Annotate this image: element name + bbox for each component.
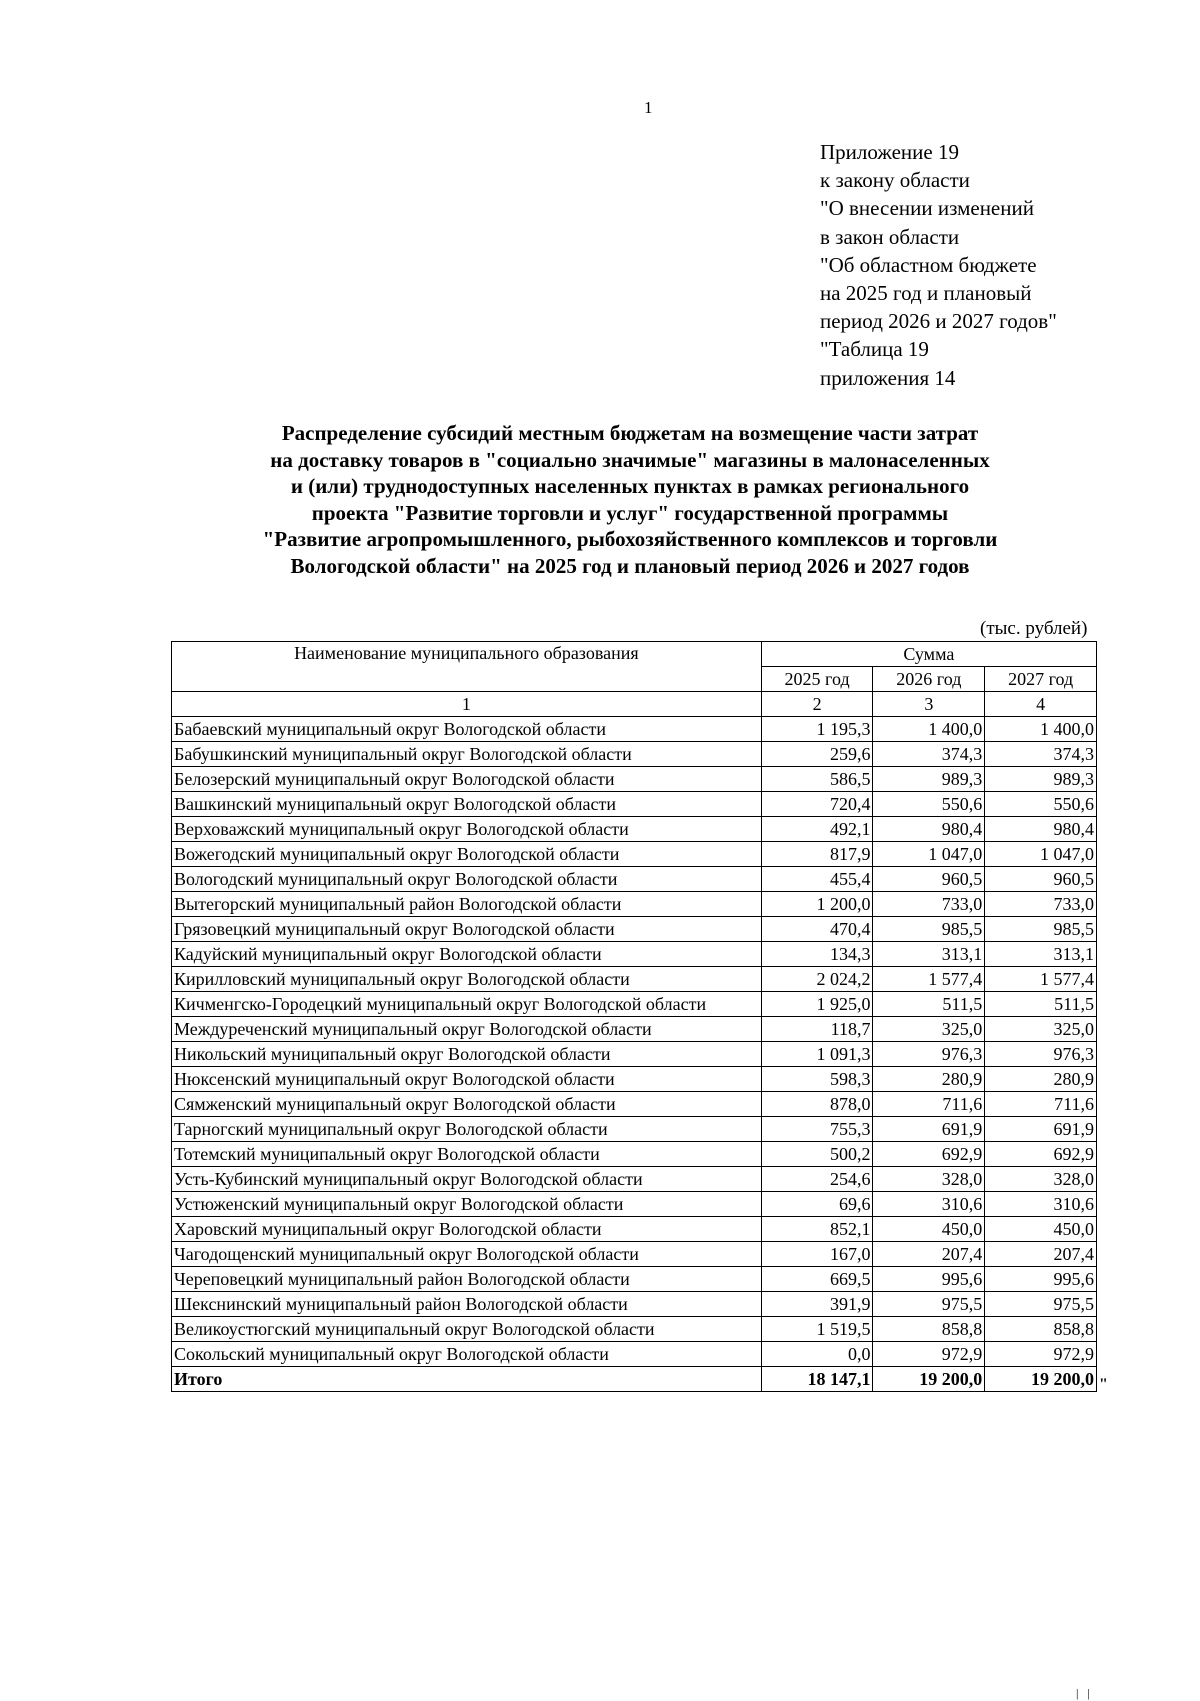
value-2025: 1 200,0 [761,892,873,917]
value-2027: 1 047,0 [985,842,1097,867]
appendix-line: "Об областном бюджете [820,252,1037,277]
appendix-line: к закону области [820,168,970,193]
value-2025: 598,3 [761,1067,873,1092]
value-2026: 960,5 [873,867,985,892]
document-title [180,420,1080,579]
value-2026: 976,3 [873,1042,985,1067]
column-number: 4 [985,692,1097,717]
value-2027: 733,0 [985,892,1097,917]
value-2025: 1 195,3 [761,717,873,742]
municipality-name: Усть-Кубинский муниципальный округ Вологодской области [172,1167,762,1192]
table-row [172,1167,1097,1192]
value-2027: 550,6 [985,792,1097,817]
value-2025: 1 091,3 [761,1042,873,1067]
municipality-name: Нюксенский муниципальный округ Вологодской области [172,1067,762,1092]
value-2025: 254,6 [761,1167,873,1192]
subsidies-table [171,641,1097,1392]
table-row [172,1292,1097,1317]
municipality-name: Бабаевский муниципальный округ Вологодской области [172,717,762,742]
municipality-name: Вытегорский муниципальный район Вологодской области [172,892,762,917]
table-row [172,917,1097,942]
municipality-name: Верховажский муниципальный округ Вологодской области [172,817,762,842]
page-number: 1 [644,98,653,117]
value-2025: 1 519,5 [761,1317,873,1342]
municipality-name: Бабушкинский муниципальный округ Вологодской области [172,742,762,767]
value-2026: 711,6 [873,1092,985,1117]
table-row [172,1142,1097,1167]
appendix-line: в закон области [820,224,960,249]
value-2025: 1 925,0 [761,992,873,1017]
appendix-header [820,138,1057,392]
table-row [172,942,1097,967]
column-number: 1 [172,692,762,717]
table-row [172,1267,1097,1292]
table-row [172,1317,1097,1342]
municipality-name: Тарногский муниципальный округ Вологодской области [172,1117,762,1142]
value-2027: 207,4 [985,1242,1097,1267]
value-2025: 852,1 [761,1217,873,1242]
table-row [172,1042,1097,1067]
value-2027: 960,5 [985,867,1097,892]
value-2027: 692,9 [985,1142,1097,1167]
table-row [172,1017,1097,1042]
table-row [172,817,1097,842]
value-2027: 858,8 [985,1317,1097,1342]
value-2026: 1 577,4 [873,967,985,992]
value-2026: 450,0 [873,1217,985,1242]
value-2025: 69,6 [761,1192,873,1217]
title-line: "Развитие агропромышленного, рыбохозяйственного комплексов и торговли [262,527,998,551]
municipality-name: Череповецкий муниципальный район Вологодской области [172,1267,762,1292]
value-2026: 207,4 [873,1242,985,1267]
value-2026: 989,3 [873,767,985,792]
value-2026: 975,5 [873,1292,985,1317]
municipality-name: Сокольский муниципальный округ Вологодской области [172,1342,762,1367]
value-2025: 391,9 [761,1292,873,1317]
total-row [172,1367,1097,1392]
municipality-name: Никольский муниципальный округ Вологодской области [172,1042,762,1067]
table-row [172,767,1097,792]
table-row [172,1217,1097,1242]
value-2027: 976,3 [985,1042,1097,1067]
table-row [172,1192,1097,1217]
value-2027: 995,6 [985,1267,1097,1292]
total-2025: 18 147,1 [761,1367,873,1392]
value-2026: 310,6 [873,1192,985,1217]
value-2027: 511,5 [985,992,1097,1017]
value-2025: 755,3 [761,1117,873,1142]
value-2025: 720,4 [761,792,873,817]
total-2027: 19 200,0 [985,1367,1097,1392]
title-line: Вологодской области" на 2025 год и плановый период 2026 и 2027 годов [290,553,970,578]
table-body [172,717,1097,1367]
municipality-name: Кирилловский муниципальный округ Вологодской области [172,967,762,992]
municipality-name: Вашкинский муниципальный округ Вологодской области [172,792,762,817]
value-2026: 858,8 [873,1317,985,1342]
table-row [172,742,1097,767]
table-row [172,717,1097,742]
value-2027: 325,0 [985,1017,1097,1042]
value-2025: 118,7 [761,1017,873,1042]
value-2027: 980,4 [985,817,1097,842]
value-2027: 691,9 [985,1117,1097,1142]
title-line: на доставку товаров в "социально значимые" магазины в малонаселенных [270,447,990,472]
value-2027: 985,5 [985,917,1097,942]
value-2026: 733,0 [873,892,985,917]
appendix-line: "Таблица 19 [820,337,929,362]
value-2026: 692,9 [873,1142,985,1167]
value-2026: 328,0 [873,1167,985,1192]
value-2025: 259,6 [761,742,873,767]
municipality-name: Вожегодский муниципальный округ Вологодской области [172,842,762,867]
value-2026: 374,3 [873,742,985,767]
municipality-name: Грязовецкий муниципальный округ Вологодской области [172,917,762,942]
column-number: 2 [761,692,873,717]
value-2027: 711,6 [985,1092,1097,1117]
value-2025: 134,3 [761,942,873,967]
value-2027: 989,3 [985,767,1097,792]
value-2026: 691,9 [873,1117,985,1142]
table-row [172,792,1097,817]
total-2026: 19 200,0 [873,1367,985,1392]
value-2026: 550,6 [873,792,985,817]
table-row [172,1117,1097,1142]
units-label: (тыс. рублей) [980,618,1088,639]
table-row [172,1242,1097,1267]
total-label: Итого [172,1367,762,1392]
value-2026: 280,9 [873,1067,985,1092]
municipality-name: Чагодощенский муниципальный округ Вологодской области [172,1242,762,1267]
value-2026: 980,4 [873,817,985,842]
value-2027: 280,9 [985,1067,1097,1092]
table-row [172,892,1097,917]
municipality-name: Шекснинский муниципальный район Вологодской области [172,1292,762,1317]
value-2026: 972,9 [873,1342,985,1367]
table-row [172,992,1097,1017]
column-number: 3 [873,692,985,717]
closing-quote: " [1099,1376,1108,1393]
appendix-line: на 2025 год и плановый [820,281,1032,306]
value-2025: 500,2 [761,1142,873,1167]
value-2025: 470,4 [761,917,873,942]
table-row [172,842,1097,867]
municipality-name: Кичменгско-Городецкий муниципальный округ Вологодской области [172,992,762,1017]
value-2027: 328,0 [985,1167,1097,1192]
municipality-name: Вологодский муниципальный округ Вологодской области [172,867,762,892]
municipality-name: Междуреченский муниципальный округ Вологодской области [172,1017,762,1042]
value-2027: 1 400,0 [985,717,1097,742]
municipality-name: Тотемский муниципальный округ Вологодской области [172,1142,762,1167]
value-2027: 1 577,4 [985,967,1097,992]
municipality-name: Кадуйский муниципальный округ Вологодской области [172,942,762,967]
municipality-name: Сямженский муниципальный округ Вологодской области [172,1092,762,1117]
value-2027: 450,0 [985,1217,1097,1242]
table-row [172,1067,1097,1092]
value-2026: 511,5 [873,992,985,1017]
value-2026: 995,6 [873,1267,985,1292]
header-year-2025: 2025 год [761,667,873,692]
value-2027: 313,1 [985,942,1097,967]
corner-mark: | | [1076,1686,1093,1700]
municipality-name: Харовский муниципальный округ Вологодской области [172,1217,762,1242]
value-2026: 1 400,0 [873,717,985,742]
header-year-2026: 2026 год [873,667,985,692]
appendix-line: Приложение 19 [820,140,959,164]
table-row [172,967,1097,992]
header-sum: Сумма [761,642,1096,667]
municipality-name: Белозерский муниципальный округ Вологодской области [172,767,762,792]
header-name: Наименование муниципального образования [172,642,762,692]
value-2027: 374,3 [985,742,1097,767]
table-row [172,867,1097,892]
value-2027: 310,6 [985,1192,1097,1217]
table-row [172,1092,1097,1117]
value-2025: 167,0 [761,1242,873,1267]
value-2026: 325,0 [873,1017,985,1042]
appendix-line: "О внесении изменений [820,196,1034,221]
value-2025: 586,5 [761,767,873,792]
appendix-line: период 2026 и 2027 годов" [820,309,1057,334]
title-line: Распределение субсидий местным бюджетам на возмещение части затрат [281,421,979,445]
value-2025: 455,4 [761,867,873,892]
value-2026: 985,5 [873,917,985,942]
value-2027: 972,9 [985,1342,1097,1367]
municipality-name: Устюженский муниципальный округ Вологодской области [172,1192,762,1217]
municipality-name: Великоустюгский муниципальный округ Вологодской области [172,1317,762,1342]
appendix-line: приложения 14 [820,365,956,390]
header-year-2027: 2027 год [985,667,1097,692]
value-2027: 975,5 [985,1292,1097,1317]
value-2025: 817,9 [761,842,873,867]
title-line: и (или) труднодоступных населенных пунктах в рамках регионального [290,474,970,498]
table-row [172,1342,1097,1367]
value-2026: 313,1 [873,942,985,967]
value-2026: 1 047,0 [873,842,985,867]
value-2025: 2 024,2 [761,967,873,992]
value-2025: 0,0 [761,1342,873,1367]
value-2025: 669,5 [761,1267,873,1292]
value-2025: 878,0 [761,1092,873,1117]
value-2025: 492,1 [761,817,873,842]
title-line: проекта "Развитие торговли и услуг" государственной программы [311,500,949,525]
